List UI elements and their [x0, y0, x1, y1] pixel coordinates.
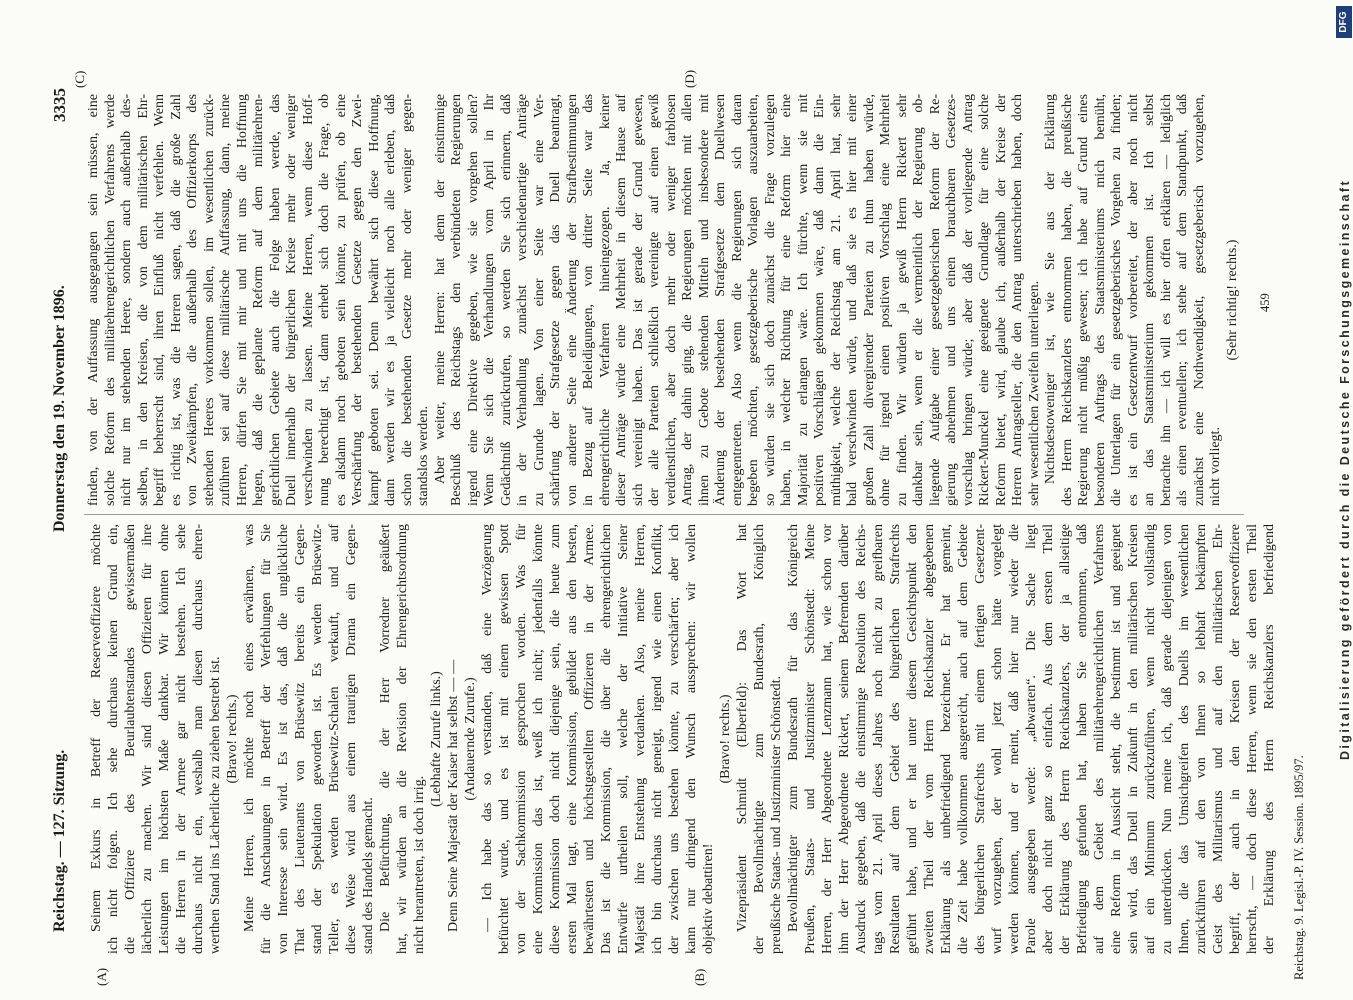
text-line: (Bravo! rechts.) [718, 694, 733, 784]
text-line: stehenden Heeres vorkommen sollen, im wesentlichen zurück- [201, 94, 217, 506]
text-line: der alle Parteien schließlich vereinigte auf einen gewiß [647, 94, 662, 506]
text-line: gerichtlichen Gebiete auch die Folge haben werde, das [267, 94, 283, 506]
text-line: nicht vorliegt. [1208, 427, 1223, 506]
running-header-date: Donnerstag den 19. November 1896. [51, 285, 68, 532]
text-line: des Herrn Reichskanzlers entnommen haben, die preußische [1059, 94, 1075, 506]
text-line: sehr wesentlichen Zweifeln unterliegen. [1026, 280, 1042, 506]
paragraph [88, 524, 224, 954]
text-line: diese Weise wird aus einem traurigen Drama ein Gegen- [344, 524, 359, 954]
text-line: irgend eine Direktive gegeben, wie sie vorgehen sollen? [465, 94, 481, 506]
text-line: Ihnen, die das Umsichgreifen des Duells im wesentlichen [1177, 524, 1192, 954]
text-line: werthen Stand ins Lächerliche zu ziehen bestrebt ist. [208, 656, 223, 954]
text-line: der Erklärung des Herrn Reichskanzlers befriedigend [1262, 524, 1277, 954]
funding-note: Digitalisierung gefördert durch die Deutsche Forschungsgemeinschaft [1338, 178, 1352, 760]
text-line: Seinem Exkurs in Betreff der Reserveoffiziere möchte [89, 524, 104, 932]
text-line: tags vom 21. April dieses Jahres noch nicht zu greifbaren [871, 524, 886, 954]
text-line: in Bezug auf Beleidigungen, von dritter Seite war das [581, 94, 596, 506]
text-line: hat, wir würden an die Revision der Ehrengerichtsordnung [395, 524, 410, 954]
text-line: ihnen zu Gebote stehenden Mitteln und insbesondere mit [696, 94, 712, 506]
text-line: sich vereinigt haben. Das ist gerade der Grund gewesen, [630, 94, 646, 506]
text-line: nicht herantreten, ist doch irrig. [412, 775, 427, 954]
text-line: schärfung der Strafgesetze gegen das Duell beantragt, [548, 94, 563, 506]
text-line: — Ich habe das so verstanden, daß eine Verzögerung [480, 524, 495, 932]
text-line: eine Reform in Aussicht steht, die bestimmt ist und geeignet [1109, 524, 1124, 954]
text-line: wurf vorzugehen, der wohl jetzt schon hätte vorgelegt [990, 524, 1005, 954]
text-line: so würden sie sich doch zunächst die Frage vorzulegen [762, 94, 778, 506]
text-line: Regierung nicht müßig gewesen; ich habe auf Grund eines [1076, 94, 1091, 506]
text-line: zunächst eine Nothwendigkeit, gesetzgeberisch vorzugehen, [1191, 94, 1207, 506]
text-line: als einen eventuellen; ich stehe auf dem Standpunkt, daß [1175, 94, 1190, 506]
text-line: es ist ein Gesetzentwurf vorbereitet, der aber noch nicht [1125, 94, 1141, 506]
text-line: zu unterdrücken. Nun meine ich, daß gerade diejenigen von [1160, 524, 1175, 954]
text-line: ihm der Herr Abgeordnete Rickert, seinem Befremden darüber [837, 524, 852, 954]
text-line: begriff, der auch in den Kreisen der Reserveoffiziere [1228, 524, 1243, 954]
text-line: in der Verhandlung zunächst verschiedenartige Anträge [515, 94, 530, 506]
text-line: begriff beherrscht sind, ihren Einfluß nicht verfehlen. Wenn [152, 94, 167, 506]
left-text-column [88, 524, 1278, 954]
text-line: der Bevollmächtigte zum Bundesrath, Königlich [752, 524, 767, 954]
text-line: Herren Antragsteller, die den Antrag unterschrieben haben, doch [1010, 94, 1025, 506]
dfg-logo: DFG [1336, 6, 1352, 38]
text-line: des bürgerlichen Strafrechts mit einem fertigen Gesetzent- [973, 524, 988, 954]
text-line: betrachte ihn — ich will es hier offen erklären — lediglich [1158, 94, 1174, 506]
margin-mark-d: (D) [682, 69, 697, 88]
margin-mark-a: (A) [94, 967, 109, 986]
text-line: herrscht, — doch diese Herren, wenn sie den ersten Theil [1245, 524, 1260, 954]
text-line: kampf geboten sei. Denn bewährt sich diese Hoffnung, [366, 94, 382, 506]
text-line: (Andauernde Zurufe.) [463, 677, 478, 801]
paragraph [433, 94, 1044, 506]
text-line: von der Sachkommission gesprochen worden. Was für [514, 524, 529, 954]
text-line: von Interesse sein wird. Es ist das, daß die unglückliche [276, 524, 291, 954]
text-line: gierung abnehmen und uns einen brauchbaren Gesetzes- [944, 94, 959, 506]
text-line: nung berechtigt ist, dann erhebt sich doch die Frage, ob [317, 94, 332, 506]
text-line: Majestät ihre Entstehung verdanken. Also, meine Herren, [633, 524, 648, 954]
paragraph [785, 524, 1278, 954]
text-line: Duell innerhalb der bürgerlichen Kreise mehr oder weniger [284, 94, 299, 506]
footer-imprint: Reichstag. 9. Legisl.-P. IV. Session. 1895/97. [1292, 755, 1306, 980]
text-line: es alsdann noch geboten sein könnte, zu prüfen, ob eine [333, 94, 349, 506]
text-line: der Erklärung des Herrn Reichskanzlers, der ja allseitige [1058, 524, 1073, 954]
text-line: durchaus nicht ein, weshalb man diesen durchaus ehren- [191, 524, 206, 954]
paragraph [479, 524, 717, 954]
text-line: Nichtsdestoweniger ist, wie Sie aus der Erklärung [1043, 94, 1058, 484]
text-line: von anderer Seite eine Änderung der Strafbestimmungen [564, 94, 580, 506]
running-header-title: Reichstag. — 127. Sitzung. [51, 749, 68, 932]
text-line: Befriedigung gefunden hat, haben Sie entnommen, daß [1075, 524, 1090, 954]
interjection [1225, 94, 1242, 506]
text-line: Parole ausgegeben werde: „abwarten“. Die Sache liegt [1024, 524, 1039, 954]
text-line: Verschärfung der bestehenden Gesetze gegen den Zwei- [350, 94, 365, 506]
text-line: Preußen, Staats- und Justizminister Schönstedt: Meine [803, 524, 818, 954]
text-line: ersten Mal tagt, eine Kommission, gebildet aus den besten, [565, 524, 580, 954]
text-line: für die Anschauungen in Betreff der Verfehlungen für Sie [259, 524, 274, 954]
text-line: befürchtet wurde, und es ist mit einem gewissen Spott [497, 524, 512, 954]
text-line: von Zweikämpfen, die außerhalb des Offizierkorps des [185, 94, 200, 506]
text-line: bald verschwinden würde, und daß sie es hier mit einer [845, 94, 860, 506]
text-line: Rickert-Munckel eine geeignete Grundlage für eine solche [977, 94, 992, 506]
text-line: Resultaten auf dem Gebiet des bürgerlichen Strafrechts [888, 524, 903, 954]
text-line: die Zeit habe vollkommen ausgereicht, auch auf dem Gebiete [956, 524, 971, 954]
text-line: ich nicht folgen. Ich sehe durchaus keinen Grund ein, [106, 524, 121, 954]
text-line: ich bin durchaus nicht geneigt, irgend wie einen Konflikt, [650, 524, 665, 954]
text-line: werden können, und er meint, daß hier nur wieder die [1007, 524, 1022, 954]
text-line: preußische Staats- und Justizminister Schönstedt. [769, 675, 784, 954]
text-line: Antrag, der dahin ging, die Regierungen möchten mit allen [680, 94, 695, 506]
text-line: standslos werden. [416, 406, 431, 506]
text-line: zu finden. Wir würden ja gewiß Herrn Rickert sehr [894, 94, 910, 506]
text-line: der zwischen uns bestehen könnte, zu verschärfen; aber ich [667, 524, 682, 954]
text-line: eine Kommission das ist, weiß ich nicht; jedenfalls könnte [531, 524, 546, 954]
text-line: müthigkeit, welche der Reichstag am 21. April hat, sehr [828, 94, 844, 506]
text-line: sein wird, das Duell in Zukunft in den militärischen Kreisen [1126, 524, 1141, 954]
sheet-number: 459 [1258, 293, 1272, 312]
text-line: geführt habe, und er hat unter diesem Gesichtspunkt den [905, 524, 920, 954]
text-line: verdienstlichen, aber doch mehr oder weniger farblosen [663, 94, 679, 506]
text-line: zuführen sei auf diese militärische Auffassung, dann, meine [218, 94, 233, 506]
text-line: vorschlag bringen würde; aber daß der vorliegende Antrag [960, 94, 976, 506]
text-line: großen Zahl divergirender Parteien zu thun haben würde, [861, 94, 877, 506]
text-line: dankbar sein, wenn er die vermeintlich der Regierung ob- [911, 94, 926, 506]
text-line: stand der Spekulation geworden ist. Es werden Brüsewitz- [310, 524, 325, 954]
text-line: lächerlich zu machen. Wir sind diesen Offizieren für ihre [140, 524, 155, 954]
text-line: Herren, dürfen Sie mit mir und mit uns die Hoffnung [234, 94, 250, 506]
interjection [428, 524, 445, 954]
text-line: Die Befürchtung, die der Herr Vorredner geäußert [378, 524, 393, 932]
paragraph [445, 524, 462, 954]
interjection [462, 524, 479, 954]
paragraph [734, 524, 785, 954]
text-line: Beschluß des Reichstags den verbündeten Regierungen [449, 94, 464, 506]
page-number: 3335 [50, 88, 69, 122]
text-line: Vizepräsident Schmidt (Elberfeld): Das Wort hat [735, 524, 750, 932]
text-line: ohne für irgend einen positiven Vorschlag eine Mehrheit [878, 94, 893, 506]
text-line: bewährtesten und höchstgestellten Offizieren in der Armee. [582, 524, 597, 954]
paragraph [86, 94, 433, 506]
text-line: Entwürfe urtheilen soll, welche der Initiative Seiner [616, 524, 631, 954]
text-line: begeben möchten, gesetzgeberische Vorlagen auszuarbeiten, [746, 94, 761, 506]
paragraph [377, 524, 428, 954]
text-line: solche Reform des militärehrengerichtlichen Verfahrens werde [102, 94, 118, 506]
interjection [717, 524, 734, 954]
text-line: (Sehr richtig! rechts.) [1224, 239, 1240, 361]
text-line: die Offiziere des Beurlaubtenstandes gewissermaßen [123, 524, 138, 954]
text-line: nicht nur im stehenden Heere, sondern auch außerhalb des- [119, 94, 134, 506]
text-line: Ausdruck gegeben, daß die einstimmige Resolution des Reichs- [854, 524, 869, 954]
text-line: selben, in den Kreisen, die von dem militärischen Ehr- [135, 94, 151, 506]
text-line: Gedächtniß zurückrufen, so werden Sie sich erinnern, daß [498, 94, 514, 506]
margin-mark-b: (B) [692, 968, 707, 986]
text-line: dann werden wir es ja vielleicht noch alle erleben, daß [383, 94, 398, 506]
interjection [224, 524, 241, 954]
text-line: liegende Aufgabe einer gesetzgeberischen Reform der Re- [927, 94, 943, 506]
text-line: That des Lieutenants von Brüsewitz bereits ein Gegen- [293, 524, 308, 954]
text-line: Änderung der bestehenden Strafgesetze dem Duellwesen [713, 94, 728, 506]
column-divider [84, 514, 1244, 515]
text-line: Das ist die Kommission, die über die ehrengerichtlichen [599, 524, 614, 954]
text-line: zurückführen auf den von Ihnen so lebhaft bekämpften [1194, 524, 1209, 954]
text-line: Herren, der Herr Abgeordnete Lenzmann hat, wie schon vor [820, 524, 835, 954]
text-line: Erklärung als unbefriedigend bezeichnet. Er hat gemeint, [939, 524, 954, 954]
paragraph [1043, 94, 1225, 506]
text-line: Leistungen im höchsten Maße dankbar. Wir könnten ohne [157, 524, 172, 954]
text-line: auf dem Gebiet des militärehrengerichtlichen Verfahrens [1092, 524, 1107, 954]
text-line: zweiten Theil der vom Herrn Reichskanzler abgegebenen [922, 524, 937, 954]
text-line: die Unterlagen für ein gesetzgeberisches Vorgehen zu finden; [1109, 94, 1124, 506]
paragraph [241, 524, 377, 954]
text-line: (Bravo! rechts.) [225, 694, 240, 784]
text-line: Geist des Militarismus und auf den militärischen Ehr- [1211, 524, 1226, 954]
text-line: verschwinden zu lassen. Meine Herren, wenn diese Hoff- [300, 94, 316, 506]
text-line: diese Kommission doch nicht diejenige sein, die heute zum [548, 524, 563, 954]
text-line: Meine Herren, ich möchte noch eines erwähnen, was [242, 524, 257, 932]
text-line: die Herren in der Armee gar nicht bestehen. Ich sehe [174, 524, 189, 954]
text-line: Denn Seine Majestät der Kaiser hat selbst — — [446, 659, 461, 932]
margin-mark-c: (C) [72, 70, 87, 88]
text-line: zu Grunde lagen. Von einer Seite war eine Ver- [531, 94, 547, 506]
text-line: Aber weiter, meine Herren: hat denn der einstimmige [432, 94, 448, 484]
right-text-column [86, 94, 1241, 506]
text-line: aber doch nicht ganz so einfach. Aus dem ersten Theil [1041, 524, 1056, 954]
text-line: hegen, daß die geplante Reform auf dem militärehren- [251, 94, 266, 506]
text-line: es richtig ist, was die Herren sagen, daß die große Zahl [168, 94, 184, 506]
text-line: positiven Vorschlägen gekommen wäre, daß dann die Ein- [812, 94, 827, 506]
text-line: besonderen Auftrags des Staatsministeriums mich bemüht, [1092, 94, 1108, 506]
text-line: haben, in welcher Richtung für eine Reform hier eine [779, 94, 794, 506]
text-line: stand des Handels gemacht. [361, 797, 376, 954]
text-line: (Lebhafte Zurufe links.) [429, 671, 444, 807]
text-line: Majorität zu erlangen wäre. Ich fürchte, wenn sie mit [795, 94, 811, 506]
text-line: Bevollmächtigter zum Bundesrath für das Königreich [786, 524, 801, 932]
text-line: entgegentreten. Also wenn die Regierungen sich daran [729, 94, 745, 506]
text-line: finden, von der Auffassung ausgegangen sein müssen, eine [86, 94, 101, 506]
text-line: Reform bietet, wird, glaube ich, außerhalb der Kreise der [993, 94, 1009, 506]
text-line: schon die bestehenden Gesetze mehr oder weniger gegen- [399, 94, 415, 506]
text-line: Teller, es werden Brüsewitz-Schalen verkauft, und auf [327, 524, 342, 954]
text-line: auf ein Minimum zurückzuführen, wenn nicht vollständig [1143, 524, 1158, 954]
text-line: kann nur dringend den Wunsch aussprechen: wir wollen [684, 524, 699, 954]
text-line: dieser Anträge würde eine Mehrheit in diesem Hause auf [614, 94, 629, 506]
text-line: objektiv debattiren! [701, 843, 716, 954]
text-line: an das Staatsministerium gekommen ist. Ich selbst [1142, 94, 1157, 506]
text-line: Wenn Sie sich die Verhandlungen vom April in Ihr [482, 94, 497, 506]
text-line: ehrengerichtliche Verfahren hineingezogen. Ja, keiner [597, 94, 613, 506]
